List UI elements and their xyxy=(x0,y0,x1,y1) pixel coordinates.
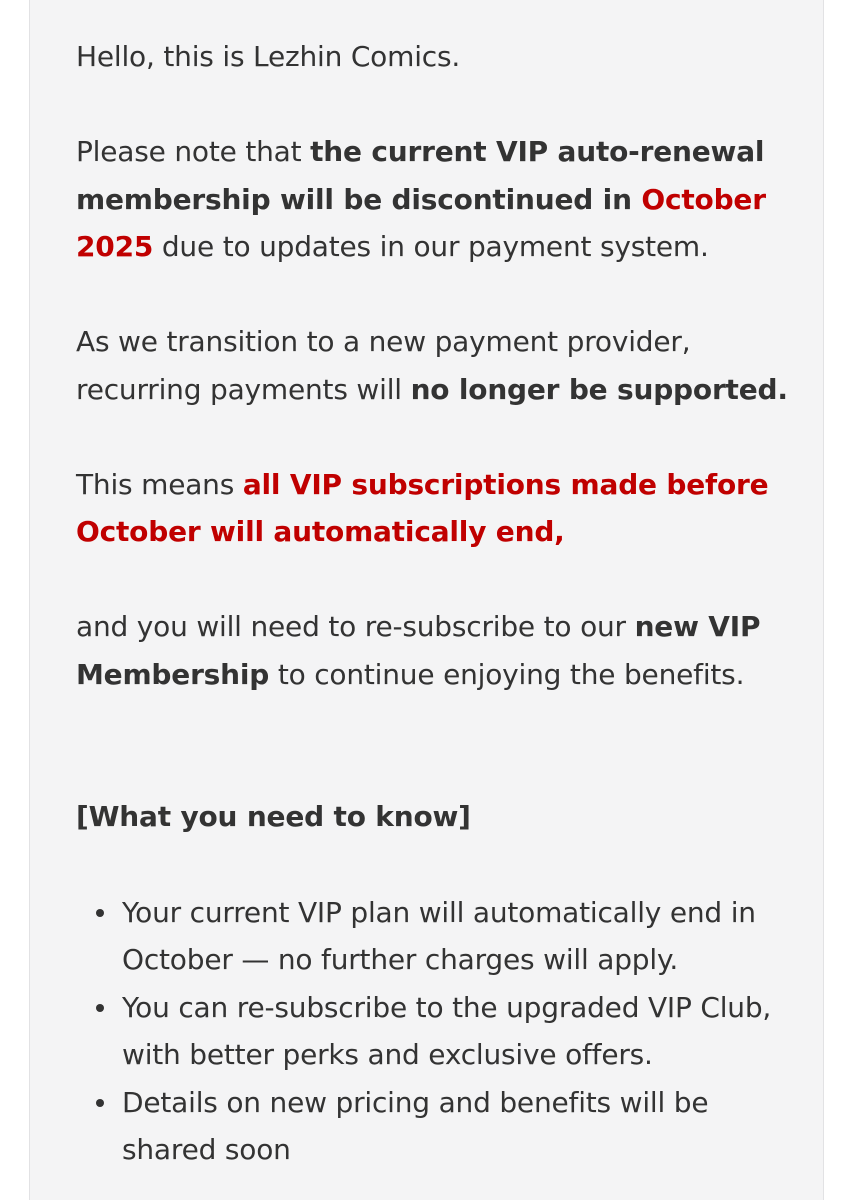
transition-text: As we transition to a new payment provider, recurring payments will xyxy=(76,325,691,406)
subscriptions-end-paragraph xyxy=(76,461,796,556)
info-list xyxy=(76,889,796,1174)
email-body xyxy=(76,33,796,1174)
transition-bold: no longer be supported. xyxy=(410,372,788,406)
resubscribe-intro: and you will need to re-subscribe to our xyxy=(76,610,635,643)
list-item: Your current VIP plan will automatically end in October — no further charges will apply. xyxy=(76,889,796,984)
greeting-text: Hello, this is Lezhin Comics. xyxy=(76,40,461,73)
discontinuation-bold: the current VIP auto-renewal membership will be discontinued in xyxy=(76,135,765,216)
subscriptions-end-warning: all VIP subscriptions made before October will automatically end, xyxy=(76,467,769,548)
discontinuation-paragraph xyxy=(76,128,796,271)
email-card xyxy=(29,0,824,1200)
transition-paragraph xyxy=(76,318,796,413)
subscriptions-end-intro: This means xyxy=(76,467,243,501)
new-vip-membership: new VIP Membership xyxy=(76,610,761,691)
discontinuation-date: October 2025 xyxy=(76,182,766,263)
list-item: Details on new pricing and benefits will be shared soon xyxy=(76,1079,796,1174)
resubscribe-outro: to continue enjoying the benefits. xyxy=(269,657,745,691)
list-item: You can re-subscribe to the upgraded VIP Club, with better perks and exclusive offers. xyxy=(76,984,796,1079)
resubscribe-paragraph xyxy=(76,603,796,698)
discontinuation-reason: due to updates in our payment system. xyxy=(153,230,709,263)
discontinuation-intro: Please note that xyxy=(76,135,311,168)
section-heading: [What you need to know] xyxy=(76,800,471,833)
